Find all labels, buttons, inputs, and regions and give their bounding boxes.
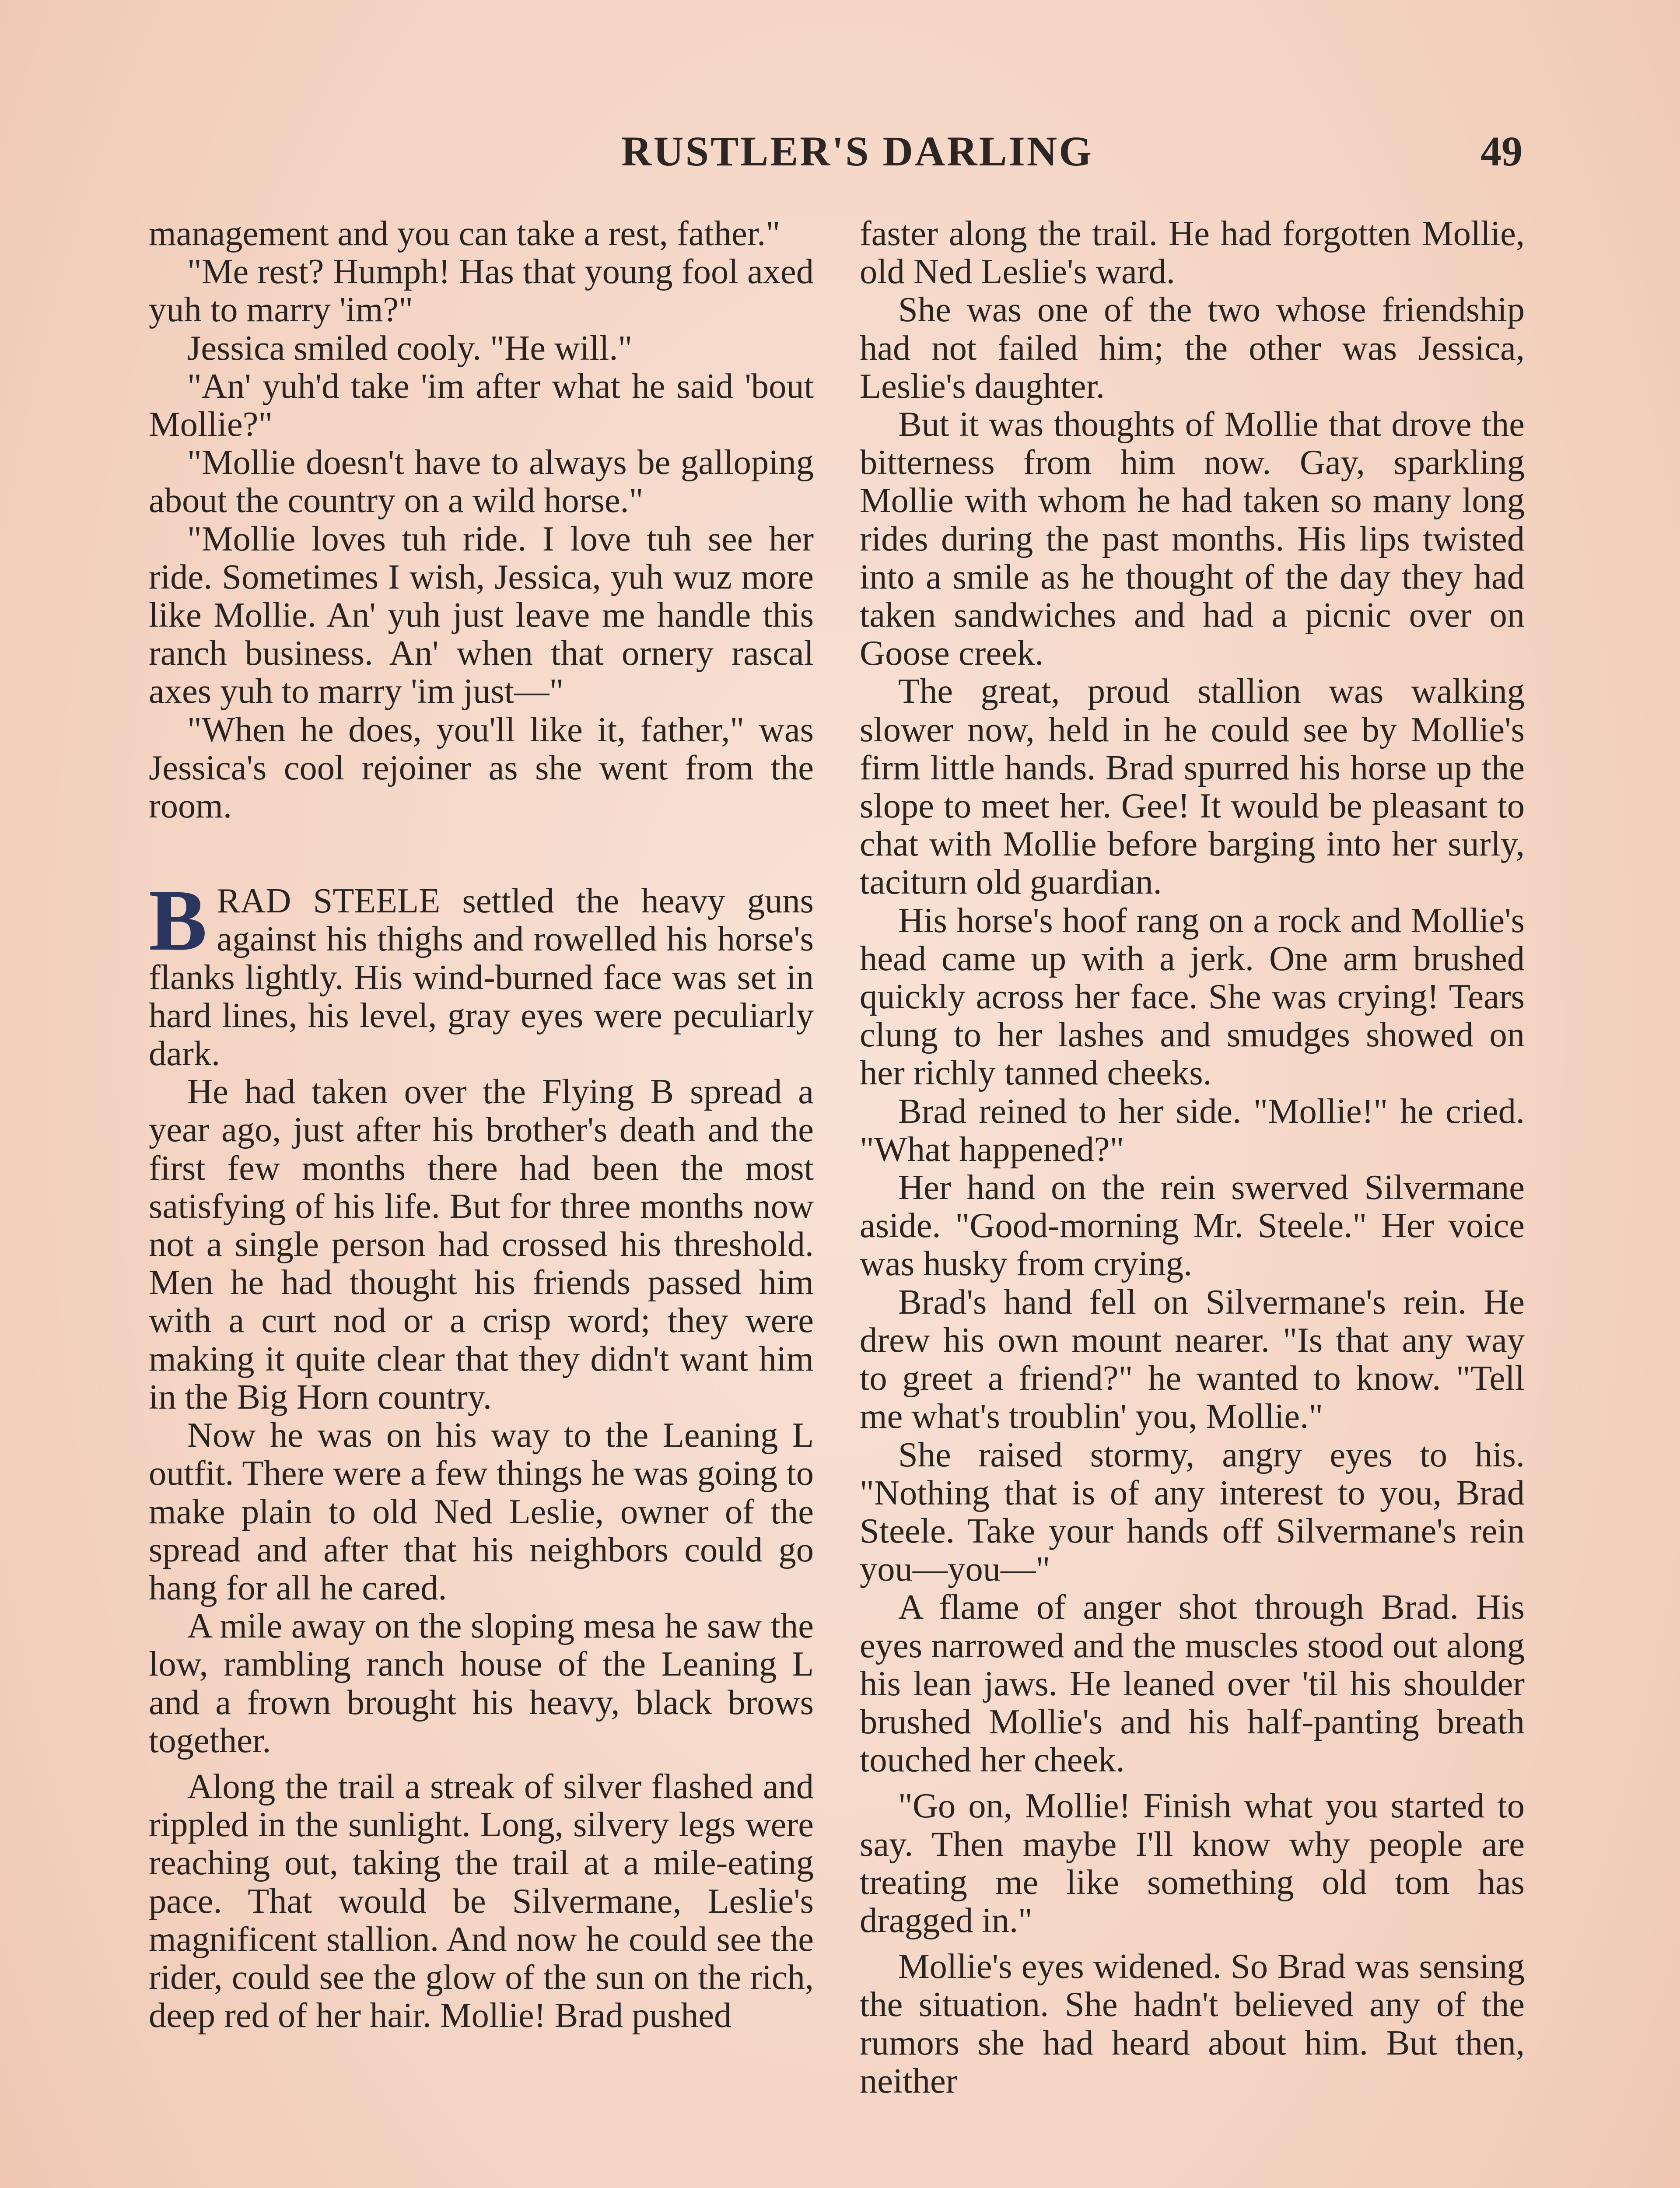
paragraph: management and you can take a rest, father." (149, 214, 780, 253)
section-opening-paragraph (149, 872, 814, 1073)
paragraph: A flame of anger shot through Brad. His eyes narrowed and the muscles stood out along his lean jaws. He leaned over 'til his shoulder brushed Mollie's and his half-panting breath touched her cheek. (860, 1588, 1525, 1780)
paragraph: Brad's hand fell on Silvermane's rein. He drew his own mount nearer. "Is that any way to greet a friend?" he wanted to know. "Tell me what's troublin' you, Mollie." (860, 1282, 1525, 1436)
paragraph: Mollie's eyes widened. So Brad was sensing the situation. She hadn't believed any of the rumors she had heard about him. But then, neither (860, 1947, 1525, 2100)
paragraph: Along the trail a streak of silver flashed and rippled in the sunlight. Long, silvery legs were reaching out, taking the trail at a mile-eating pace. That would be Silvermane, Leslie's magnificent stallion. And now he could see the rider, could see the glow of the sun on the rich, deep red of her hair. Mollie! Brad pushed (149, 1767, 814, 2035)
paragraph: His horse's hoof rang on a rock and Mollie's head came up with a jerk. One arm brushed quickly across her face. She was crying! Tears clung to her lashes and smudges showed on her richly tanned cheeks. (860, 901, 1525, 1093)
paragraph: "When he does, you'll like it, father," was Jessica's cool rejoiner as she went from the room. (149, 710, 814, 826)
paragraph: A mile away on the sloping mesa he saw the low, rambling ranch house of the Leaning L and a frown brought his heavy, black brows together. (149, 1606, 814, 1760)
paragraph: "Go on, Mollie! Finish what you started to say. Then maybe I'll know why people are treating me like something old tom has dragged in." (860, 1786, 1525, 1940)
paragraph: She was one of the two whose friendship had not failed him; the other was Jessica, Leslie's daughter. (860, 290, 1525, 406)
left-column (149, 214, 814, 2034)
paragraph: But it was thoughts of Mollie that drove the bitterness from him now. Gay, sparkling Mollie with whom he had taken so many long rides during the past months. His lips twisted into a smile as he thought of the day they had taken sandwiches and had a picnic over on Goose creek. (860, 405, 1525, 673)
right-column (860, 214, 1525, 2100)
paragraph: Jessica smiled cooly. "He will." (187, 328, 633, 368)
paragraph: Brad reined to her side. "Mollie!" he cried. "What happened?" (860, 1091, 1525, 1169)
page-number: 49 (1480, 128, 1522, 175)
paragraph: He had taken over the Flying B spread a year ago, just after his brother's death and the first few months there had been the most satisfying of his life. But for three months now not a single person had crossed his threshold. Men he had thought his friends passed him with a curt nod or a crisp word; they were making it quite clear that they didn't want him in the Big Horn country. (149, 1072, 814, 1417)
paragraph: "Mollie loves tuh ride. I love tuh see her ride. Sometimes I wish, Jessica, yuh wuz more like Mollie. An' yuh just leave me handle this ranch business. An' when that ornery rascal axes yuh to marry 'im just—" (149, 519, 814, 711)
paragraph: "An' yuh'd take 'im after what he said 'bout Mollie?" (149, 366, 814, 444)
paragraph: "Me rest? Humph! Has that young fool axed yuh to marry 'im?" (149, 252, 814, 330)
small-caps-lead: RAD STEELE (217, 881, 441, 921)
paragraph: The great, proud stallion was walking slower now, held in he could see by Mollie's firm little hands. Brad spurred his horse up the slope to meet her. Gee! It would be pleasant to chat with Mollie before barging into her surly, taciturn old guardian. (860, 672, 1525, 902)
page-header (149, 127, 1522, 184)
paragraph: She raised stormy, angry eyes to his. "Nothing that is of any interest to you, Brad Steele. Take your hands off Silvermane's rein you—you—" (860, 1435, 1525, 1589)
drop-cap: B (149, 872, 207, 969)
paragraph: Now he was on his way to the Leaning L outfit. There were a few things he was going to make plain to old Ned Leslie, owner of the spread and after that his neighbors could go hang for all he cared. (149, 1416, 814, 1607)
paragraph: Her hand on the rein swerved Silvermane aside. "Good-morning Mr. Steele." Her voice was husky from crying. (860, 1168, 1525, 1283)
running-title: RUSTLER'S DARLING (621, 128, 1093, 175)
paragraph-text: settled the heavy guns against his thighs and rowelled his horse's flanks lightly. His wind-burned face was set in hard lines, his level, gray eyes were peculiarly dark. (149, 881, 814, 1073)
paragraph: "Mollie doesn't have to always be galloping about the country on a wild horse." (149, 443, 814, 520)
paragraph: faster along the trail. He had forgotten Mollie, old Ned Leslie's ward. (860, 214, 1525, 291)
